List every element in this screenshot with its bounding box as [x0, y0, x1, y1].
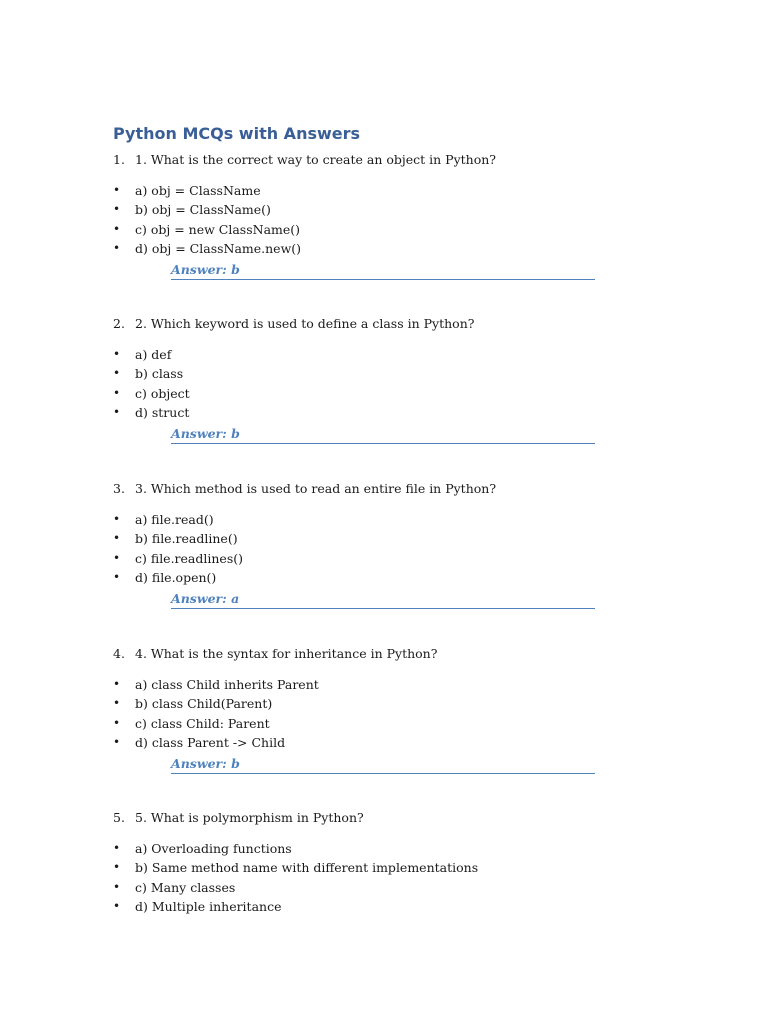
option-item: • b) obj = ClassName()	[113, 202, 271, 218]
answer-text: Answer: b	[171, 262, 240, 277]
options-list	[113, 839, 633, 916]
question-number: 5.	[113, 810, 125, 825]
options-list	[113, 510, 633, 587]
option-item: • d) struct	[113, 404, 190, 420]
option-item: • c) Many classes	[113, 879, 236, 895]
bullet-icon: •	[113, 879, 121, 894]
bullet-icon: •	[113, 366, 121, 381]
bullet-icon: •	[113, 531, 121, 546]
bullet-icon: •	[113, 183, 121, 197]
question-number: 2.	[113, 316, 125, 331]
bullet-icon: •	[113, 841, 121, 855]
bullet-icon: •	[113, 860, 121, 875]
option-item: • a) def	[113, 347, 172, 362]
question-text: 5. What is polymorphism in Python?	[135, 810, 364, 825]
option-item: • d) class Parent -> Child	[113, 734, 286, 750]
question-number: 1.	[113, 152, 125, 167]
answer-text: Answer: a	[171, 591, 240, 606]
question-text: 3. Which method is used to read an entire file in Python?	[135, 481, 497, 496]
question-block	[113, 644, 633, 794]
bullet-icon: •	[113, 550, 121, 565]
bullet-icon: •	[113, 512, 121, 526]
question-block	[113, 479, 633, 629]
option-item: • a) obj = ClassName	[113, 183, 261, 198]
option-item: • b) file.readline()	[113, 531, 238, 547]
option-item: • d) obj = ClassName.new()	[113, 240, 302, 256]
bullet-icon: •	[113, 898, 121, 913]
answer-line	[171, 260, 595, 280]
answer-text: Answer: b	[171, 426, 240, 441]
question-text: 4. What is the syntax for inheritance in Python?	[135, 646, 438, 661]
question-text: 1. What is the correct way to create an object in Python?	[135, 152, 496, 167]
answer-line	[171, 589, 595, 609]
option-item: • c) class Child: Parent	[113, 715, 270, 731]
answer-text: Answer: b	[171, 756, 240, 771]
bullet-icon: •	[113, 240, 121, 255]
option-item: • c) object	[113, 385, 190, 401]
option-item: • a) file.read()	[113, 512, 214, 527]
bullet-icon: •	[113, 569, 121, 584]
question-number: 4.	[113, 646, 125, 661]
bullet-icon: •	[113, 202, 121, 217]
option-item: • b) class Child(Parent)	[113, 696, 273, 712]
option-item: • a) class Child inherits Parent	[113, 677, 319, 692]
bullet-icon: •	[113, 715, 121, 730]
bullet-icon: •	[113, 221, 121, 236]
question-number: 3.	[113, 481, 125, 496]
bullet-icon: •	[113, 404, 121, 419]
option-item: • c) file.readlines()	[113, 550, 243, 566]
bullet-icon: •	[113, 677, 121, 691]
option-item: • d) file.open()	[113, 569, 217, 585]
question-text: 2. Which keyword is used to define a class in Python?	[135, 316, 475, 331]
option-item: • d) Multiple inheritance	[113, 898, 282, 914]
options-list	[113, 345, 633, 422]
question-block	[113, 808, 633, 958]
options-list	[113, 181, 633, 258]
answer-line	[171, 754, 595, 774]
question-block	[113, 314, 633, 464]
option-item: • a) Overloading functions	[113, 841, 292, 856]
bullet-icon: •	[113, 696, 121, 711]
bullet-icon: •	[113, 734, 121, 749]
answer-line	[171, 424, 595, 444]
document-title: Python MCQs with Answers	[113, 124, 361, 143]
bullet-icon: •	[113, 347, 121, 361]
option-item: • b) class	[113, 366, 184, 382]
option-item: • b) Same method name with different implementations	[113, 860, 479, 876]
question-block	[113, 150, 633, 300]
option-item: • c) obj = new ClassName()	[113, 221, 301, 237]
options-list	[113, 675, 633, 752]
bullet-icon: •	[113, 385, 121, 400]
